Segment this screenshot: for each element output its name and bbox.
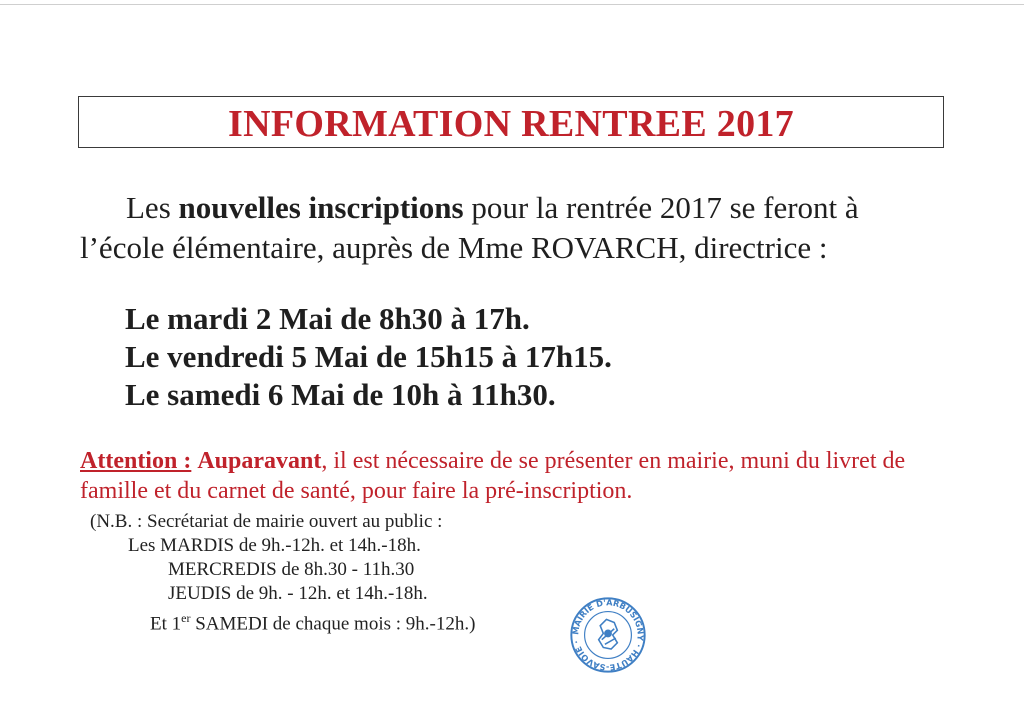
- intro-line-2: l’école élémentaire, auprès de Mme ROVARCH, directrice :: [80, 230, 828, 265]
- attention-text: , il est nécessaire de se présenter en mairie, muni du livret de famille et du carnet de santé, pour faire la pré-inscription.: [80, 448, 906, 504]
- nb-line-jeudis: JEUDIS de 9h. - 12h. et 14h.-18h.: [168, 583, 428, 604]
- intro-text-start: Les: [126, 190, 179, 225]
- nb-samedi-sup: er: [181, 611, 191, 625]
- nb-samedi-start: Et 1: [150, 613, 182, 635]
- schedule-list: [125, 300, 925, 414]
- intro-paragraph: [80, 188, 960, 268]
- nb-line-mercredis: MERCREDIS de 8h.30 - 11h.30: [168, 559, 415, 580]
- intro-text-end: pour la rentrée 2017 se feront à: [463, 190, 859, 225]
- attention-label: Attention :: [80, 448, 192, 474]
- intro-bold-text: nouvelles inscriptions: [178, 190, 464, 225]
- stamp-ring-text: MAIRIE D'ARBUSIGNY · HAUTE-SAVOIE ·: [570, 597, 646, 673]
- attention-notice: [80, 446, 960, 506]
- schedule-item-vendredi: Le vendredi 5 Mai de 15h15 à 17h15.: [125, 339, 612, 374]
- nb-line-1: (N.B. : Secrétariat de mairie ouvert au public :: [90, 511, 443, 532]
- schedule-item-samedi: Le samedi 6 Mai de 10h à 11h30.: [125, 377, 556, 412]
- mairie-stamp-icon: [569, 596, 647, 674]
- intro-line-1: [80, 188, 960, 228]
- attention-bold: Auparavant: [197, 448, 322, 474]
- top-edge-line: [0, 4, 1024, 5]
- nb-samedi-end: SAMEDI de chaque mois : 9h.-12h.): [190, 613, 476, 635]
- title-box: [78, 96, 944, 148]
- schedule-item-mardi: Le mardi 2 Mai de 8h30 à 17h.: [125, 301, 530, 336]
- nb-line-mardis: Les MARDIS de 9h.-12h. et 14h.-18h.: [128, 535, 421, 556]
- page-title: INFORMATION RENTREE 2017: [228, 103, 794, 145]
